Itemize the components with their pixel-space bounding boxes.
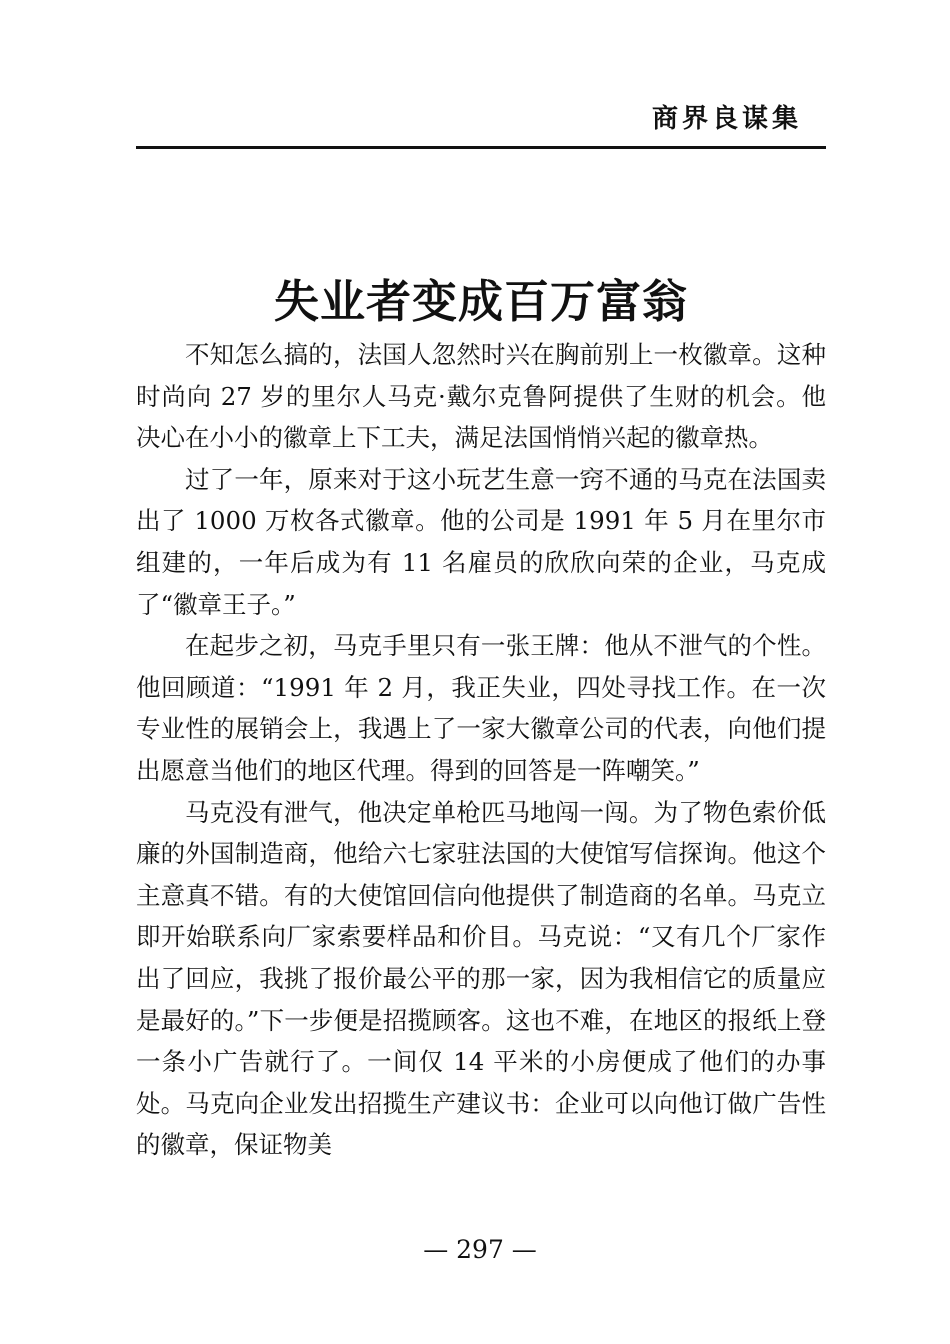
running-header: 商界良谋集 [651, 104, 802, 134]
paragraph: 不知怎么搞的，法国人忽然时兴在胸前别上一枚徽章。这种时尚向 27 岁的里尔人马克·戴尔克鲁阿提供了生财的机会。他决心在小小的徽章上下工夫，满足法国悄悄兴起的徽章热。 [136, 340, 826, 453]
paragraph: 在起步之初，马克手里只有一张王牌：他从不泄气的个性。他回顾道：“1991 年 2 月，我正失业，四处寻找工作。在一次专业性的展销会上，我遇上了一家大徽章公司的代表，向他们提出愿意当他们的地区代理。得到的回答是一阵嘲笑。” [136, 631, 826, 785]
paragraph: 马克没有泄气，他决定单枪匹马地闯一闯。为了物色索价低廉的外国制造商，他给六七家驻法国的大使馆写信探询。他这个主意真不错。有的大使馆回信向他提供了制造商的名单。马克立即开始联系向厂家索要样品和价目。马克说：“又有几个厂家作出了回应，我挑了报价最公平的那一家，因为我相信它的质量应是最好的。”下一步便是招揽顾客。这也不难，在地区的报纸上登一条小广告就行了。一间仅 14 平米的小房便成了他们的办事处。马克向企业发出招揽生产建议书：企业可以向他订做广告性的徽章，保证物美 [136, 797, 826, 1160]
header-rule [136, 146, 826, 149]
paragraph: 过了一年，原来对于这小玩艺生意一窍不通的马克在法国卖出了 1000 万枚各式徽章。他的公司是 1991 年 5 月在里尔市组建的，一年后成为有 11 名雇员的欣欣向荣的企业，马克成了“徽章王子。” [136, 464, 826, 619]
article-title: 失业者变成百万富翁 [273, 275, 688, 329]
article-body [136, 334, 826, 1166]
page-number: — 297 — [423, 1235, 537, 1264]
